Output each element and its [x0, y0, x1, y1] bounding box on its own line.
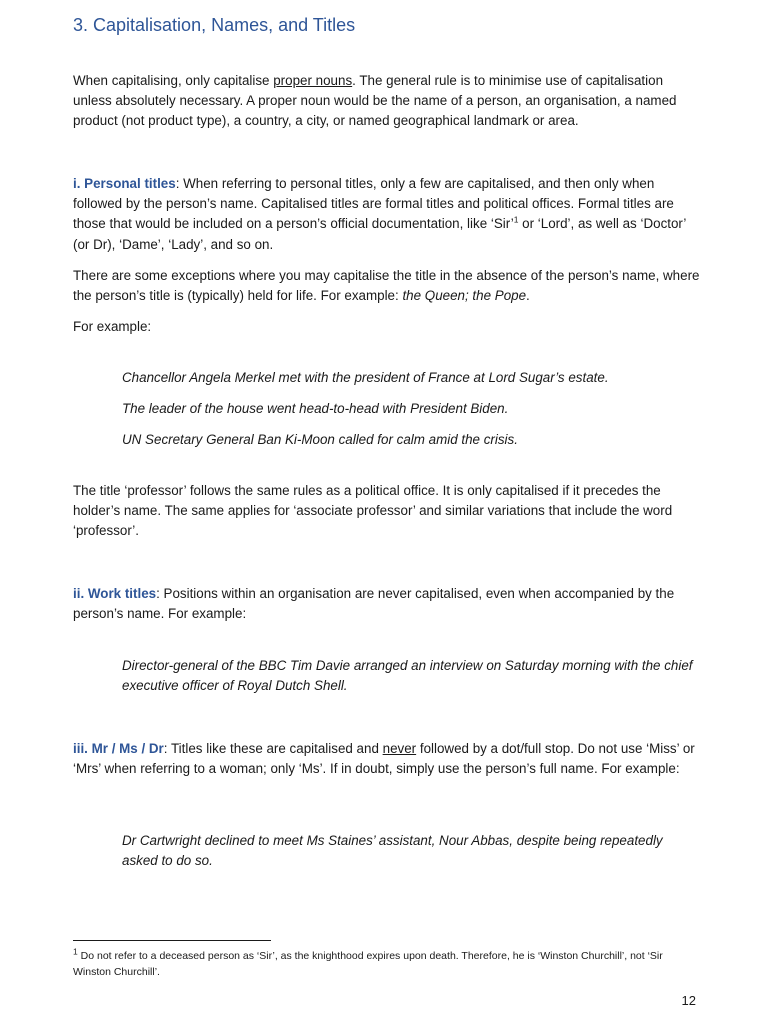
exceptions-example: the Queen; the Pope	[402, 288, 527, 304]
professor-paragraph: The title ‘professor’ follows the same rules as a political office. It is only capitalised if it precedes the holder’s name. The same applies for ‘associate professor’ and similar variations that include the word ‘professor’.	[73, 483, 673, 539]
intro-text-start: When capitalising, only capitalise	[73, 73, 274, 88]
example-sentence: UN Secretary General Ban Ki-Moon called for calm amid the crisis.	[122, 432, 518, 447]
footnote	[73, 948, 703, 980]
work-titles-paragraph	[73, 584, 703, 624]
exceptions-paragraph	[73, 266, 703, 306]
footnote-text: Do not refer to a deceased person as ‘Sir’, as the knighthood expires upon death. Therefore, he is ‘Winston Churchill’, not ‘Sir Winston Churchill’.	[73, 950, 663, 978]
proper-nouns-link[interactable]: proper nouns	[273, 73, 353, 88]
personal-titles-label: i. Personal titles	[73, 176, 176, 191]
footnote-reference[interactable]: 1	[513, 214, 519, 225]
honorifics-example: Dr Cartwright declined to meet Ms Staines’ assistant, Nour Abbas, despite being repeatedly asked to do so.	[122, 833, 663, 869]
honorifics-text-end: followed by a dot/full stop. Do not use ‘Miss’ or ‘Mrs’ when referring to a woman; only ‘Ms’. If in doubt, simply use the person’s full name. For example:	[73, 741, 695, 777]
honorifics-text: : Titles like these are capitalised and	[163, 741, 383, 756]
personal-titles-paragraph	[73, 174, 703, 255]
exceptions-text: There are some exceptions where you may capitalise the title in the absence of the person’s name, where the person’s title is (typically) held for life. For example:	[73, 268, 700, 304]
page-number: 12	[681, 993, 696, 1008]
for-example-label: For example:	[73, 319, 152, 334]
personal-titles-text: : When referring to personal titles, only a few are capitalised, and then only when followed by the person’s name. Capitalised titles are formal titles and political offices. Formal titles are those that would be included on a person’s official documentation, like ‘Sir’	[73, 176, 674, 232]
example-sentence: The leader of the house went head-to-head with President Biden.	[122, 401, 509, 416]
work-example: Director-general of the BBC Tim Davie arranged an interview on Saturday morning with the chief executive officer of Royal Dutch Shell.	[122, 658, 693, 694]
exceptions-end: .	[526, 288, 530, 304]
work-titles-text: : Positions within an organisation are never capitalised, even when accompanied by the person’s name. For example:	[73, 586, 675, 622]
example-sentence: Chancellor Angela Merkel met with the president of France at Lord Sugar’s estate.	[122, 370, 609, 385]
intro-paragraph	[73, 71, 703, 132]
personal-titles-text-end: or ‘Lord’, as well as ‘Doctor’ (or Dr), ‘Dame’, ‘Lady’, and so on.	[73, 216, 686, 252]
honorifics-label: iii. Mr / Ms / Dr	[73, 741, 164, 756]
never-emphasis: never	[382, 741, 417, 756]
intro-text-end: . The general rule is to minimise use of capitalisation unless absolutely necessary. A proper noun would be the name of a person, an organisation, a named product (not product type), a country, a city, or named geographical landmark or area.	[73, 73, 677, 129]
honorifics-paragraph	[73, 739, 703, 779]
section-heading: 3. Capitalisation, Names, and Titles	[73, 15, 356, 35]
work-titles-label: ii. Work titles	[73, 586, 157, 601]
footnote-number: 1	[73, 946, 78, 957]
footnote-separator	[73, 940, 271, 941]
